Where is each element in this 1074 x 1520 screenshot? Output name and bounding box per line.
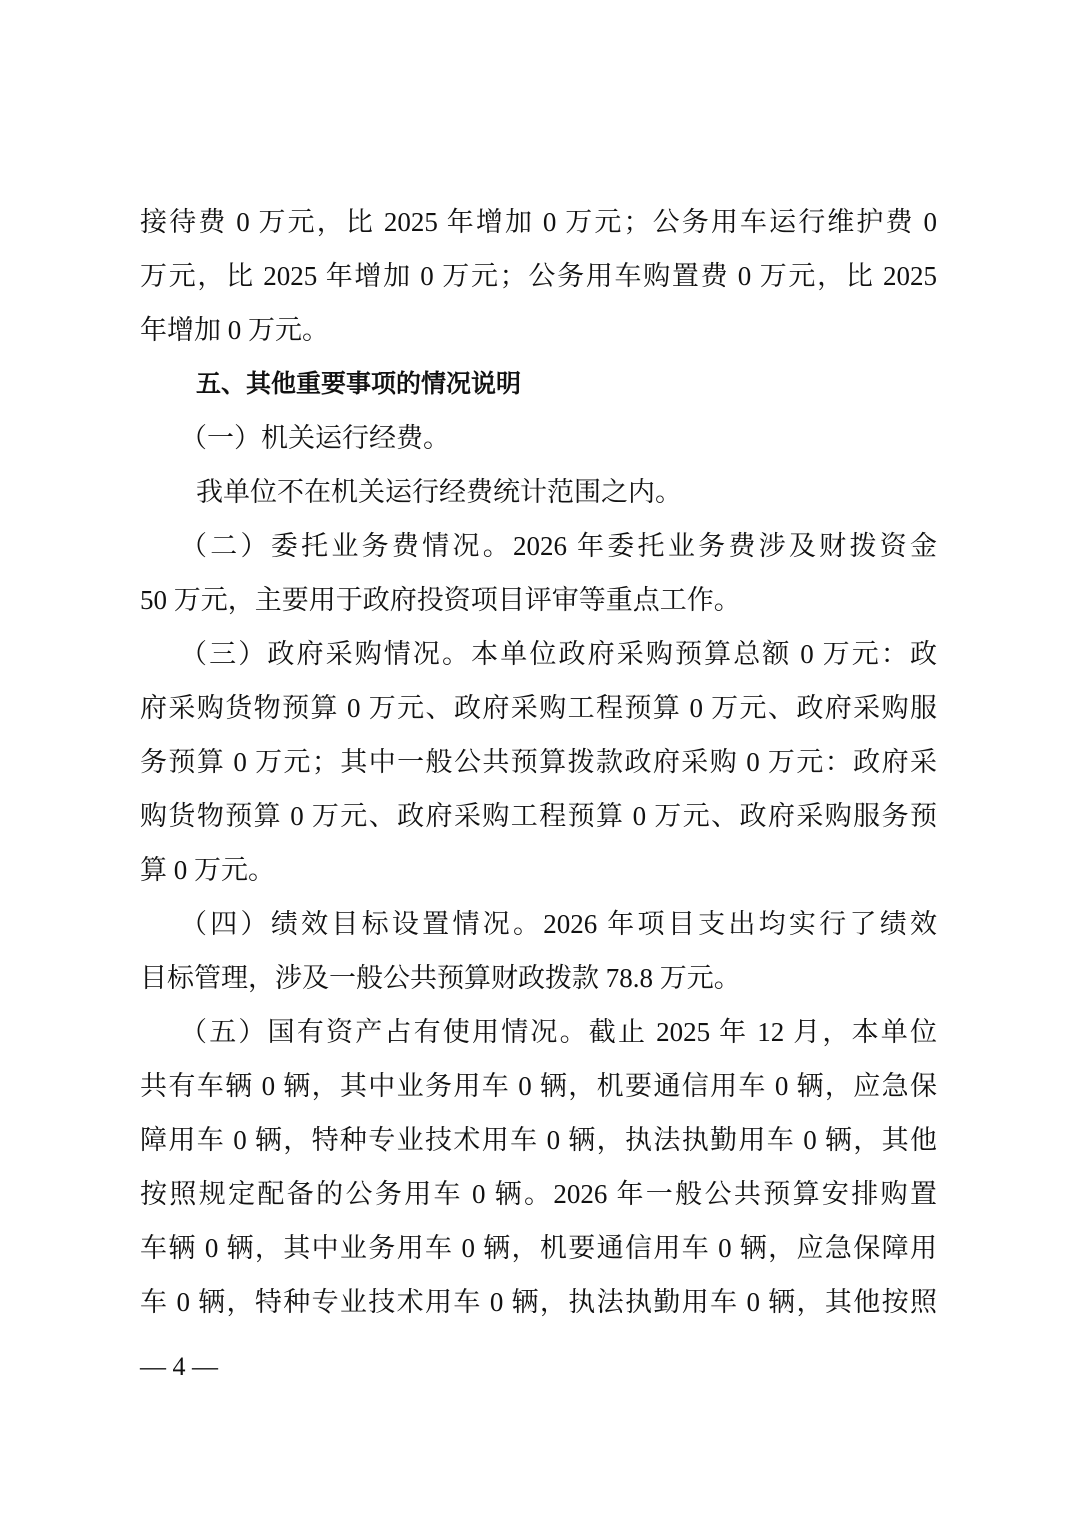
section-heading: 五、其他重要事项的情况说明 (196, 369, 522, 398)
subsection-heading: （一）机关运行经费。 (180, 423, 450, 453)
text-line: 按照规定配备的公务用车 0 辆。2026 年一般公共预算安排购置 (140, 1179, 937, 1209)
text-line: （四）绩效目标设置情况。2026 年项目支出均实行了绩效 (180, 909, 937, 939)
page-number: — 4 — (140, 1352, 218, 1381)
text-line: 50 万元，主要用于政府投资项目评审等重点工作。 (140, 585, 741, 615)
text-line: 万元，比 2025 年增加 0 万元；公务用车购置费 0 万元，比 2025 (140, 261, 937, 291)
text-line: （五）国有资产占有使用情况。截止 2025 年 12 月，本单位 (180, 1017, 937, 1047)
document-body (140, 195, 937, 1329)
text-line: 务预算 0 万元；其中一般公共预算拨款政府采购 0 万元：政府采 (140, 747, 937, 777)
text-line: 障用车 0 辆，特种专业技术用车 0 辆，执法执勤用车 0 辆，其他 (140, 1125, 937, 1155)
text-line: 购货物预算 0 万元、政府采购工程预算 0 万元、政府采购服务预 (140, 801, 937, 831)
text-line: 算 0 万元。 (140, 855, 275, 885)
text-line: 车 0 辆，特种专业技术用车 0 辆，执法执勤用车 0 辆，其他按照 (140, 1287, 937, 1317)
text-line: 我单位不在机关运行经费统计范围之内。 (196, 477, 682, 507)
text-line: （三）政府采购情况。本单位政府采购预算总额 0 万元：政 (180, 639, 937, 669)
text-line: 府采购货物预算 0 万元、政府采购工程预算 0 万元、政府采购服 (140, 693, 937, 723)
text-line: 年增加 0 万元。 (140, 315, 329, 345)
text-line: 共有车辆 0 辆，其中业务用车 0 辆，机要通信用车 0 辆，应急保 (140, 1071, 937, 1101)
text-line: （二）委托业务费情况。2026 年委托业务费涉及财拨资金 (180, 531, 937, 561)
text-line: 接待费 0 万元，比 2025 年增加 0 万元；公务用车运行维护费 0 (140, 207, 937, 237)
text-line: 车辆 0 辆，其中业务用车 0 辆，机要通信用车 0 辆，应急保障用 (140, 1233, 937, 1263)
text-line: 目标管理，涉及一般公共预算财政拨款 78.8 万元。 (140, 963, 741, 993)
